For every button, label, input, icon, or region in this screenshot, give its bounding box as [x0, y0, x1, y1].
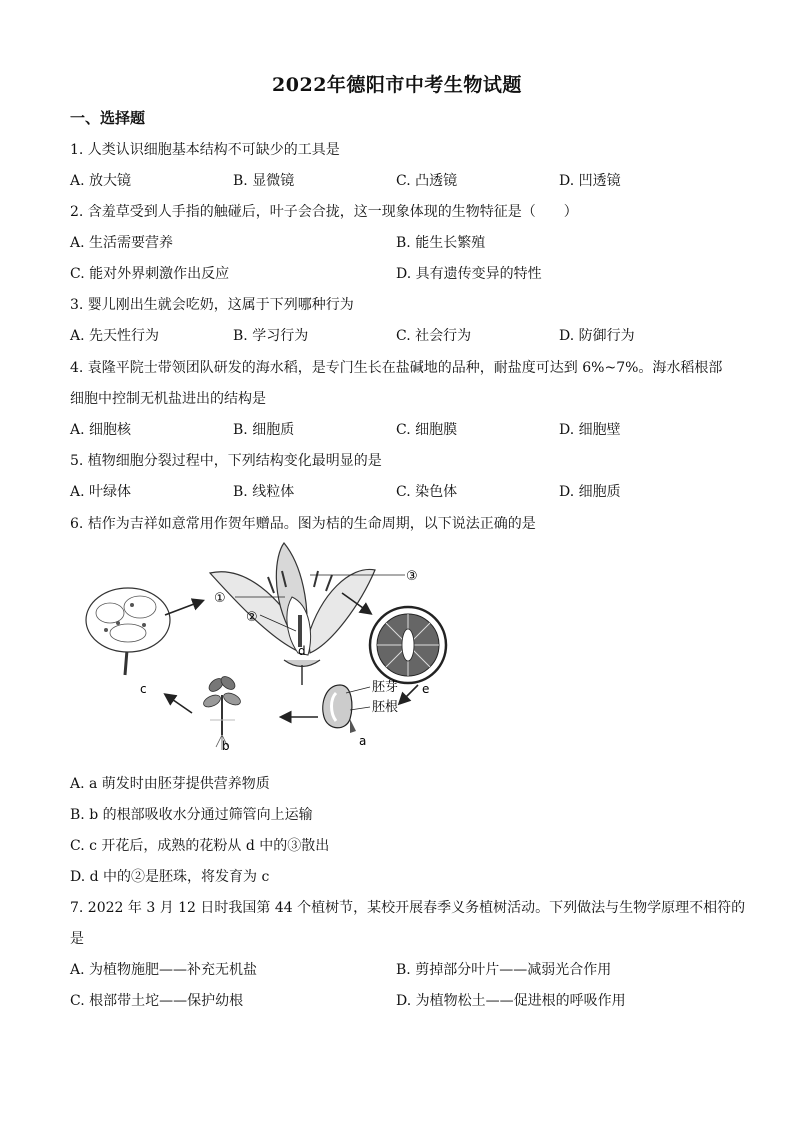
fruit-cross-section-illustration — [370, 607, 446, 683]
q7-option-c: C. 根部带土坨——保护幼根 — [70, 993, 244, 1009]
q1-option-c: C. 凸透镜 — [396, 173, 458, 189]
q5-option-a: A. 叶绿体 — [70, 484, 132, 500]
q3-option-c: C. 社会行为 — [396, 328, 472, 344]
label-pei-ya: 胚芽 — [372, 680, 399, 695]
q2-option-b: B. 能生长繁殖 — [396, 235, 486, 251]
label-e: e — [422, 682, 430, 696]
q6-option-a: A. a 萌发时由胚芽提供营养物质 — [70, 776, 270, 792]
q3-option-a: A. 先天性行为 — [70, 328, 160, 344]
question-6-stem: 6. 桔作为吉祥如意常用作贺年赠品。图为桔的生命周期，以下说法正确的是 — [70, 516, 536, 532]
question-7-stem-line2: 是 — [70, 931, 84, 947]
question-7-stem-line1: 7. 2022 年 3 月 12 日时我国第 44 个植树节，某校开展春季义务植树活动。下列做法与生物学原理不相符的 — [70, 900, 746, 916]
q1-option-a: A. 放大镜 — [70, 173, 132, 189]
label-c: c — [140, 682, 147, 696]
q4-option-c: C. 细胞膜 — [396, 422, 458, 438]
question-5-stem: 5. 植物细胞分裂过程中，下列结构变化最明显的是 — [70, 453, 382, 469]
q1-option-d: D. 凹透镜 — [559, 173, 621, 189]
label-b: b — [222, 739, 230, 753]
arrow-e-to-a — [400, 685, 418, 703]
q5-option-c: C. 染色体 — [396, 484, 458, 500]
question-2-stem: 2. 含羞草受到人手指的触碰后，叶子会合拢，这一现象体现的生物特征是（ ） — [70, 204, 578, 220]
leader-line-pei-ya — [346, 687, 370, 693]
q7-option-d: D. 为植物松土——促进根的呼吸作用 — [396, 993, 626, 1009]
label-d: d — [298, 644, 306, 658]
orange-tree-illustration — [86, 588, 170, 675]
life-cycle-svg — [70, 535, 450, 760]
leader-line-pei-gen — [350, 707, 370, 710]
question-3-stem: 3. 婴儿刚出生就会吃奶，这属于下列哪种行为 — [70, 297, 354, 313]
arrow-c-to-d — [165, 601, 202, 615]
q5-option-b: B. 线粒体 — [233, 484, 295, 500]
q2-option-a: A. 生活需要营养 — [70, 235, 174, 251]
q5-option-d: D. 细胞质 — [559, 484, 621, 500]
label-1: ① — [214, 591, 226, 606]
seed-illustration — [323, 685, 356, 733]
label-a: a — [359, 734, 367, 748]
q3-option-b: B. 学习行为 — [233, 328, 309, 344]
page-title: 2022年德阳市中考生物试题 — [272, 74, 522, 96]
question-4-stem-line2: 细胞中控制无机盐进出的结构是 — [70, 391, 266, 407]
label-2: ② — [246, 610, 258, 625]
q4-option-d: D. 细胞壁 — [559, 422, 621, 438]
q1-option-b: B. 显微镜 — [233, 173, 295, 189]
q6-option-c: C. c 开花后，成熟的花粉从 d 中的③散出 — [70, 838, 330, 854]
arrow-b-to-c — [166, 695, 192, 713]
q6-option-b: B. b 的根部吸收水分通过筛管向上运输 — [70, 807, 313, 823]
q2-option-d: D. 具有遗传变异的特性 — [396, 266, 542, 282]
q3-option-d: D. 防御行为 — [559, 328, 635, 344]
q7-option-b: B. 剪掉部分叶片——减弱光合作用 — [396, 962, 612, 978]
q7-option-a: A. 为植物施肥——补充无机盐 — [70, 962, 258, 978]
question-4-stem-line1: 4. 袁隆平院士带领团队研发的海水稻，是专门生长在盐碱地的品种，耐盐度可达到 6%~7%。海水稻根部 — [70, 360, 723, 376]
section-heading: 一、选择题 — [70, 109, 146, 127]
label-3: ③ — [406, 569, 418, 584]
flower-illustration — [210, 543, 375, 685]
question-1-stem: 1. 人类认识细胞基本结构不可缺少的工具是 — [70, 142, 340, 158]
life-cycle-diagram — [70, 535, 450, 760]
q4-option-a: A. 细胞核 — [70, 422, 132, 438]
q4-option-b: B. 细胞质 — [233, 422, 295, 438]
label-pei-gen: 胚根 — [372, 700, 399, 715]
q6-option-d: D. d 中的②是胚珠，将发育为 c — [70, 869, 270, 885]
q2-option-c: C. 能对外界刺激作出反应 — [70, 266, 230, 282]
